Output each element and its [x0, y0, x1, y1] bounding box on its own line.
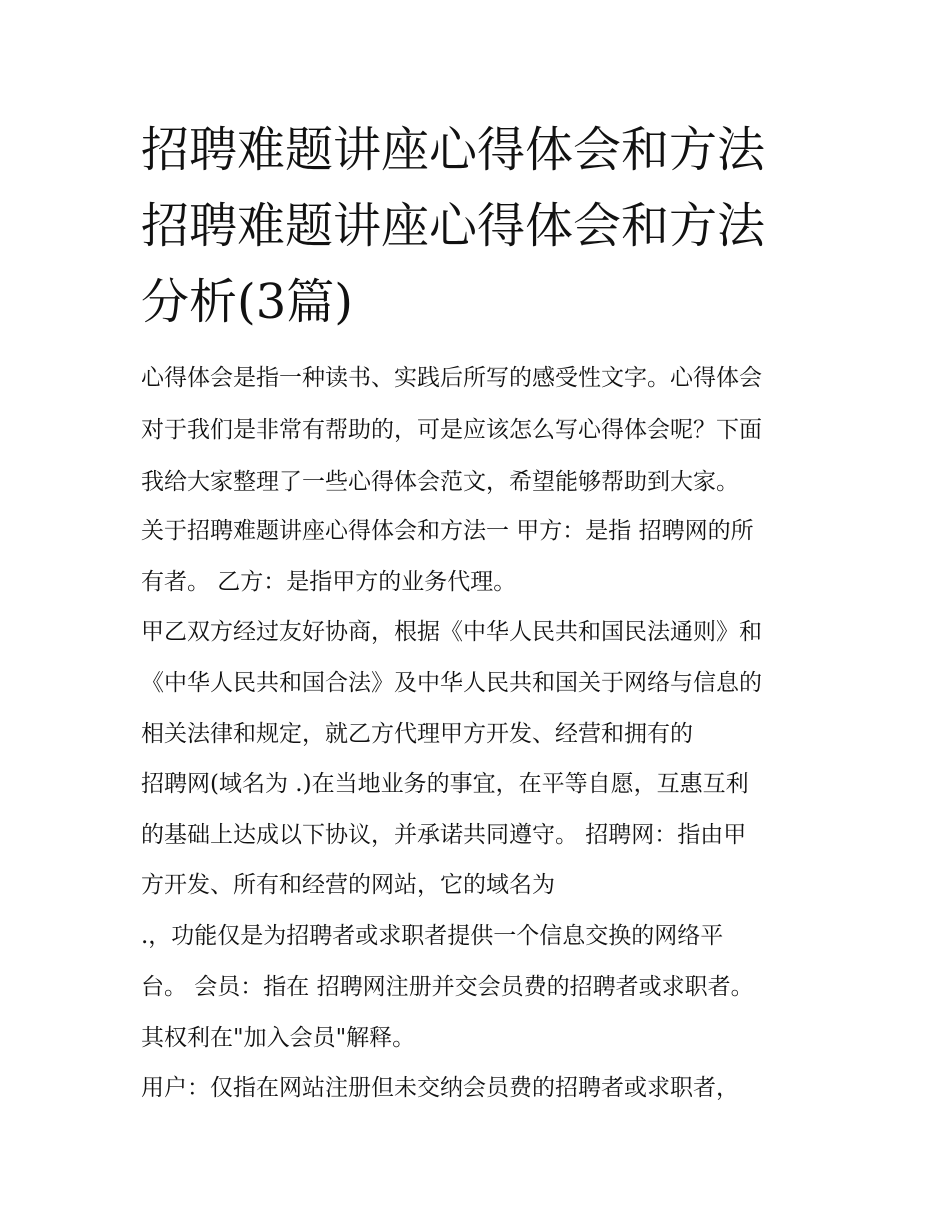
body-line-3: 我给大家整理了一些心得体会范文，希望能够帮助到大家。: [141, 469, 739, 495]
body-line-11: 方开发、所有和经营的网站，它的域名为: [141, 872, 555, 898]
title-line-1: 招聘难题讲座心得体会和方法: [141, 122, 766, 178]
body-line-13: 台。 会员：指在 招聘网注册并交会员费的招聘者或求职者。: [141, 974, 754, 1000]
body-line-15: 用户：仅指在网站注册但未交纳会员费的招聘者或求职者，: [141, 1075, 739, 1101]
body-line-8: 相关法律和规定，就乙方代理甲方开发、经营和拥有的: [141, 721, 693, 747]
body-line-4: 关于招聘难题讲座心得体会和方法一 甲方：是指 招聘网的所: [141, 518, 754, 544]
body-line-5: 有者。 乙方：是指甲方的业务代理。: [141, 569, 517, 595]
body-line-2: 对于我们是非常有帮助的，可是应该怎么写心得体会呢？下面: [141, 417, 762, 443]
body-line-1: 心得体会是指一种读书、实践后所写的感受性文字。心得体会: [141, 365, 762, 391]
body-line-9: 招聘网(域名为 .)在当地业务的事宜，在平等自愿，互惠互利: [141, 771, 749, 797]
body-line-12: .，功能仅是为招聘者或求职者提供一个信息交换的网络平: [141, 923, 724, 949]
body-line-6: 甲乙双方经过友好协商，根据《中华人民共和国民法通则》和: [141, 619, 762, 645]
title-line-2: 招聘难题讲座心得体会和方法: [141, 198, 766, 254]
body-line-10: 的基础上达成以下协议，并承诺共同遵守。 招聘网：指由甲: [141, 822, 747, 848]
body-line-7: 《中华人民共和国合法》及中华人民共和国关于网络与信息的: [141, 670, 762, 696]
body-line-14: 其权利在"加入会员"解释。: [141, 1025, 416, 1051]
document-title: [141, 112, 821, 340]
title-line-3: 分析(3篇): [141, 274, 353, 330]
